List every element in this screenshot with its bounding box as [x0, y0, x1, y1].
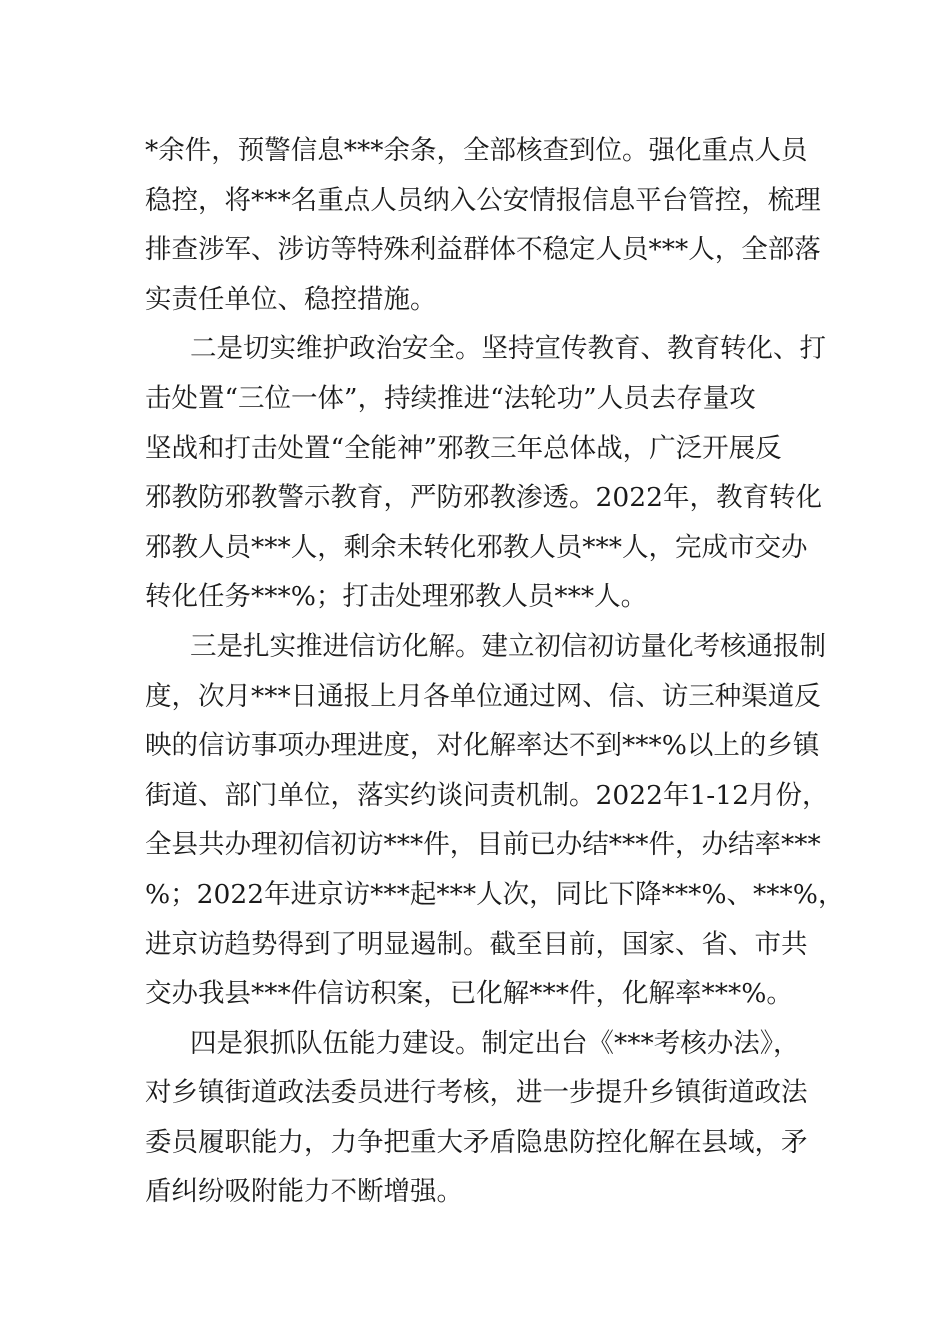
paragraph-petition-resolution — [145, 622, 845, 1019]
text-line: 击处置“三位一体”，持续推进“法轮功”人员去存量攻 — [145, 382, 756, 414]
text-line: *余件，预警信息***余条，全部核查到位。强化重点人员 — [145, 135, 808, 166]
text-line: 实责任单位、稳控措施。 — [145, 283, 437, 315]
text-line: 交办我县***件信访积案，已化解***件，化解率***%。 — [145, 978, 793, 1010]
paragraph-stability-control — [145, 126, 821, 324]
text-line: 邪教人员***人，剩余未转化邪教人员***人，完成市交办 — [145, 531, 808, 563]
text-line: 四是狠抓队伍能力建设。制定出台《***考核办法》， — [190, 1027, 800, 1059]
text-line: 稳控，将***名重点人员纳入公安情报信息平台管控，梳理 — [145, 184, 821, 216]
text-line: %；2022年进京访***起***人次，同比下降***%、***%， — [145, 878, 845, 910]
text-line: 映的信访事项办理进度，对化解率达不到***%以上的乡镇 — [145, 730, 820, 762]
text-line: 二是切实维护政治安全。坚持宣传教育、教育转化、打 — [190, 333, 826, 365]
paragraph-political-security — [145, 324, 826, 622]
text-line: 委员履职能力，力争把重大矛盾隐患防控化解在县域，矛 — [145, 1126, 808, 1158]
text-line: 度，次月***日通报上月各单位通过网、信、访三种渠道反 — [145, 680, 821, 712]
text-line: 三是扎实推进信访化解。建立初信初访量化考核通报制 — [190, 630, 826, 662]
text-line: 盾纠纷吸附能力不断增强。 — [145, 1176, 463, 1208]
text-line: 全县共办理初信初访***件，目前已办结***件，办结率*** — [145, 829, 821, 861]
text-line: 进京访趋势得到了明显遏制。截至目前，国家、省、市共 — [145, 928, 808, 960]
text-line: 街道、部门单位，落实约谈问责机制。2022年1-12月份， — [145, 779, 829, 811]
text-line: 转化任务***%；打击处理邪教人员***人。 — [145, 581, 648, 613]
paragraph-team-capacity — [145, 1019, 815, 1217]
text-line: 排查涉军、涉访等特殊利益群体不稳定人员***人，全部落 — [145, 234, 821, 266]
text-line: 坚战和打击处置“全能神”邪教三年总体战，广泛开展反 — [145, 432, 782, 464]
text-line: 对乡镇街道政法委员进行考核，进一步提升乡镇街道政法 — [145, 1077, 808, 1109]
document-body — [145, 126, 845, 1217]
text-line: 邪教防邪教警示教育，严防邪教渗透。2022年，教育转化 — [145, 482, 822, 514]
